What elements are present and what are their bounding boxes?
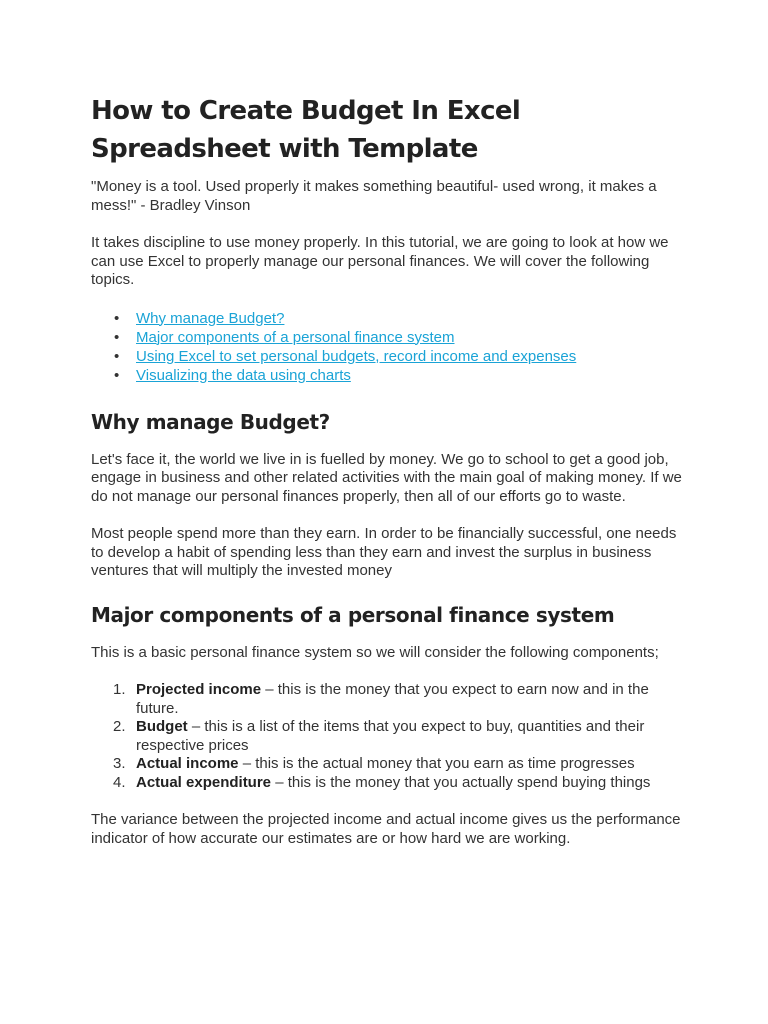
list-number: 2. [113,718,126,735]
topic-link-using-excel[interactable]: Using Excel to set personal budgets, record income and expenses [136,347,577,365]
component-item [91,681,691,718]
component-item [91,774,691,793]
components-list [91,681,691,792]
list-number: 4. [113,773,126,791]
section-heading-why-manage-budget: Why manage Budget? [91,409,330,434]
topic-item [91,366,691,385]
bullet-icon: • [114,328,120,346]
component-item [91,718,691,755]
section1-paragraph: Most people spend more than they earn. In order to be financially successful, one needs to develop a habit of spending less than they earn and invest the surplus in business ventures that will multiply the invested money [91,525,677,579]
closing-paragraph: The variance between the projected income and actual income gives us the performance indicator of how accurate our estimates are or how hard we are working. [91,811,681,847]
list-number: 3. [113,755,126,772]
section2-intro-paragraph: This is a basic personal finance system so we will consider the following components; [91,643,659,661]
topic-item [91,347,691,366]
component-description: – this is the money that you expect to earn now and in the future. [136,681,649,717]
quote-paragraph: "Money is a tool. Used properly it makes something beautiful- used wrong, it makes a mess!" - Bradley Vinson [91,178,657,214]
component-term: Actual expenditure [136,773,272,791]
intro-paragraph: It takes discipline to use money properly. In this tutorial, we are going to look at how we can use Excel to properly manage our personal finances. We will cover the following topics. [91,234,669,288]
section-heading-major-components: Major components of a personal finance system [91,602,615,627]
bullet-icon: • [114,309,120,327]
topic-item [91,309,691,328]
page-title: How to Create Budget In Excel Spreadsheet with Template [91,96,521,164]
component-description: – this is the actual money that you earn as time progresses [238,755,635,772]
topic-link-major-components[interactable]: Major components of a personal finance system [136,328,455,346]
topic-link-why-manage-budget[interactable]: Why manage Budget? [136,309,285,327]
component-description: – this is a list of the items that you expect to buy, quantities and their respective prices [136,718,645,754]
topics-list [91,309,691,385]
component-term: Actual income [136,755,239,772]
component-item [91,755,691,774]
component-term: Budget [136,718,188,735]
section1-paragraph: Let's face it, the world we live in is fuelled by money. We go to school to get a good job, engage in business and other related activities with the main goal of making money. If we do not manage our personal finances properly, then all of our efforts go to waste. [91,450,682,505]
topic-item [91,328,691,347]
document-page [91,92,691,867]
bullet-icon: • [114,366,120,384]
component-description: – this is the money that you actually spend buying things [271,773,651,791]
topic-link-visualizing-data[interactable]: Visualizing the data using charts [136,366,351,384]
bullet-icon: • [114,347,120,365]
list-number: 1. [113,681,126,698]
component-term: Projected income [136,681,262,698]
